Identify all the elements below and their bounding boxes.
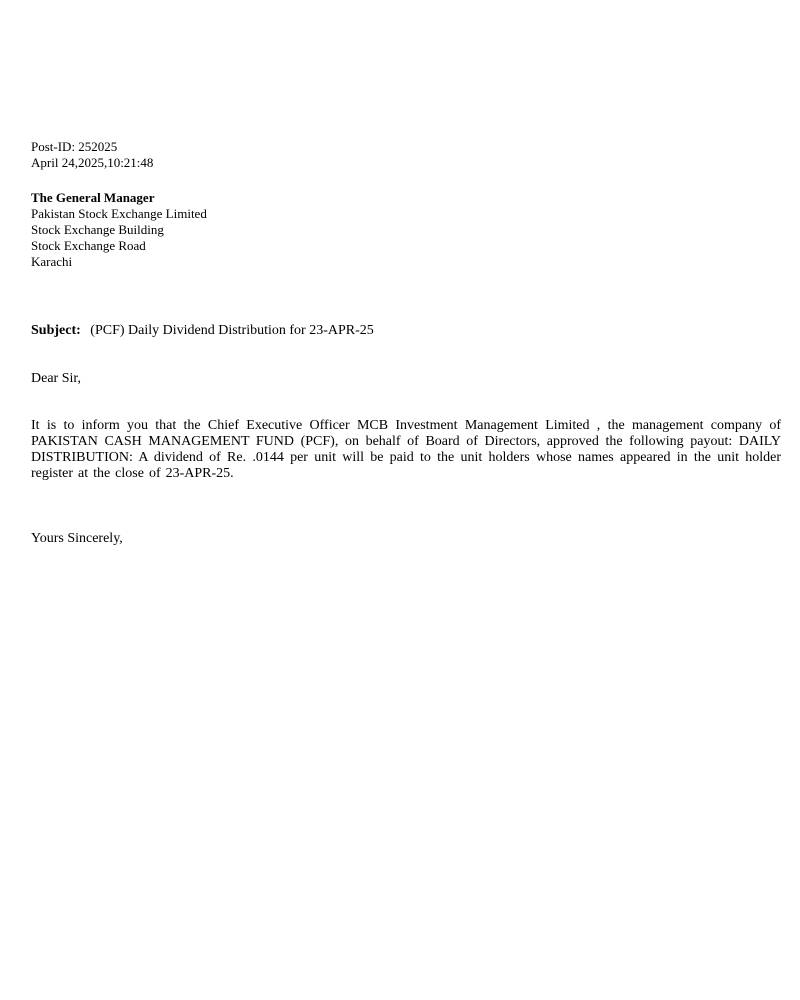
subject-label: Subject: <box>31 323 81 338</box>
body-paragraph: It is to inform you that the Chief Executive Officer MCB Investment Management Limited , the management company of PAKISTAN CASH MANAGEMENT FUND (PCF), on behalf of Board of Directors, approved the following payout: DAILY DISTRIBUTION: A dividend of Re. .0144 per unit will be paid to the unit holders whose names appeared in the unit holder register at the close of 23-APR-25. <box>31 418 781 481</box>
recipient-address-line: Karachi <box>31 254 73 269</box>
post-id: Post-ID: 252025 <box>31 139 118 154</box>
recipient-address-line: Stock Exchange Building <box>31 222 164 237</box>
letter-datetime: April 24,2025,10:21:48 <box>31 155 154 170</box>
letter-meta <box>31 139 781 171</box>
recipient-title: The General Manager <box>31 190 155 205</box>
recipient-address-line: Pakistan Stock Exchange Limited <box>31 206 207 221</box>
subject-text: (PCF) Daily Dividend Distribution for 23-APR-25 <box>90 323 374 338</box>
salutation: Dear Sir, <box>31 371 81 386</box>
closing: Yours Sincerely, <box>31 531 123 546</box>
recipient-block <box>31 190 781 270</box>
subject-line <box>31 322 781 339</box>
recipient-address-line: Stock Exchange Road <box>31 238 146 253</box>
